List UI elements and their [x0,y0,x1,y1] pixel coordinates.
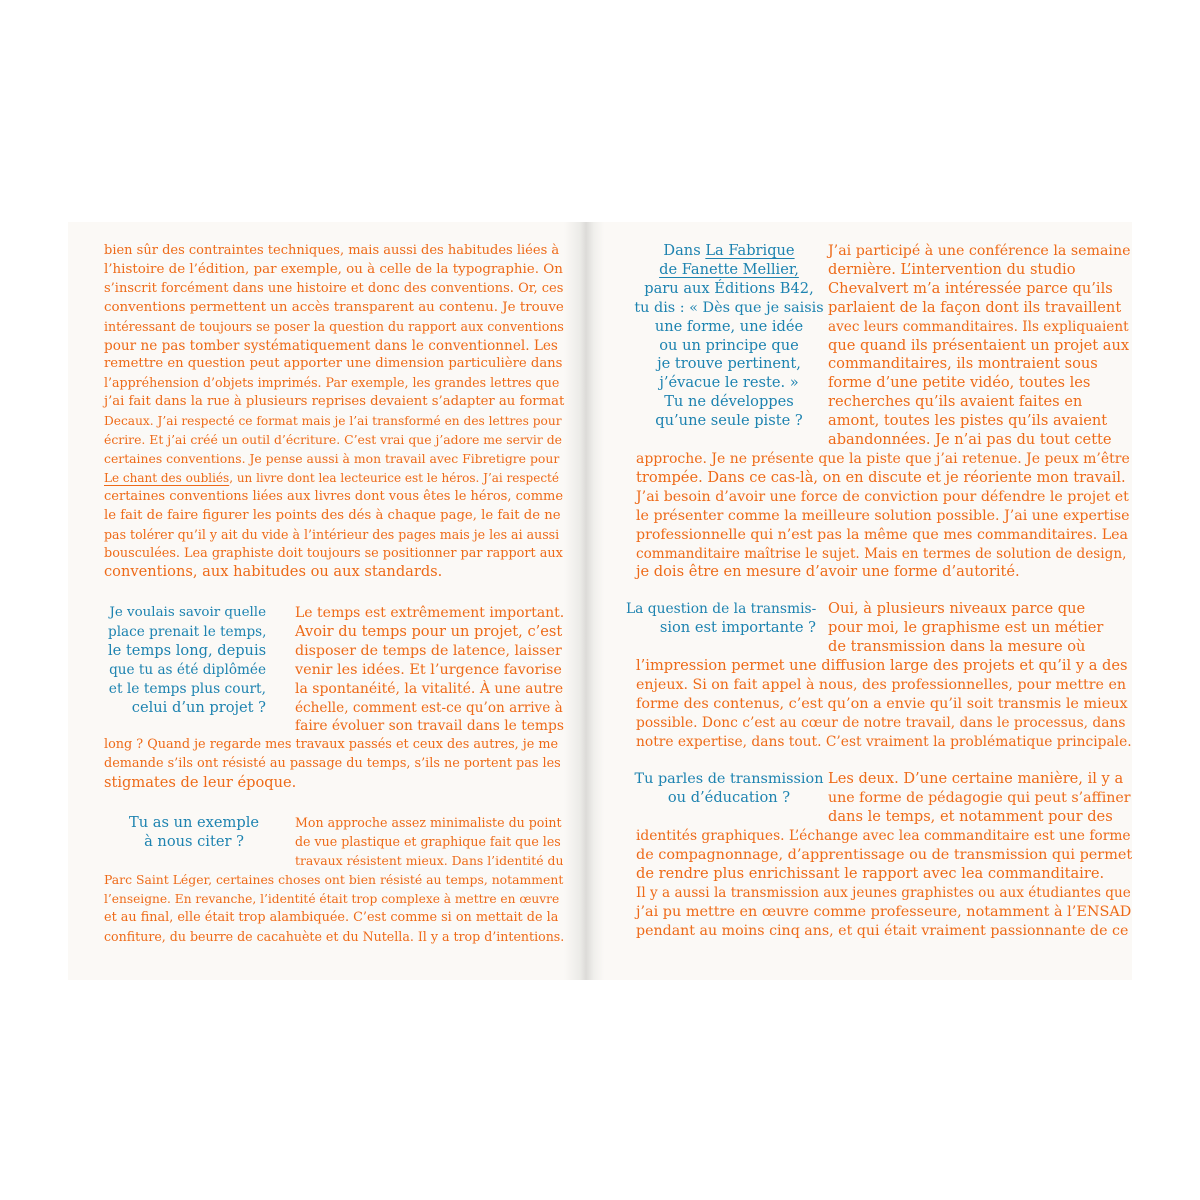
text-line: j’ai pu mettre en œuvre comme professeure, notamment à l’ENSAD [636,903,1132,920]
text-line: dernière. L’intervention du studio [828,260,1076,278]
text-line: j’ai fait dans la rue à plusieurs reprises devaient s’adapter au format [104,394,565,410]
text-line: pour moi, le graphisme est un métier [828,618,1104,636]
text-line: commanditaires, ils montraient sous [828,355,1098,373]
left-page [68,222,564,980]
text-line: pendant au moins cinq ans, et qui était vraiment passionnante de ce [636,922,1129,939]
answer-piste-side [828,242,1132,450]
text-line: abandonnées. Je n’ai pas du tout cette [828,431,1112,449]
text-line: remettre en question peut apporter une dimension particulière dans [104,356,563,372]
text-line: recherches qu’ils avaient faites en [828,393,1083,411]
book-title-link: La Fabrique [705,242,795,259]
text-line: intéressant de toujours se poser la question du rapport aux conventions [104,318,564,334]
text-line [104,469,564,488]
text-line: Oui, à plusieurs niveaux parce que [828,600,1086,617]
text-line: pour ne pas tomber systématiquement dans le conventionnel. Les [104,337,558,354]
answer-exemple-full [104,871,564,947]
text-line: s’inscrit forcément dans une histoire et donc des conventions. Or, ces [104,280,564,296]
text-line: venir les idées. Et l’urgence favorise [295,661,562,678]
text-line: et au final, elle était trop alambiquée. C’est comme si on mettait de la [104,909,559,925]
text-line: forme d’une petite vidéo, toutes les [828,374,1091,392]
left-paragraph-1 [104,242,564,582]
text-line: de vue plastique et graphique fait que les [295,833,561,849]
answer-piste-full [636,450,1132,582]
question-piste [634,242,824,431]
book-title-link: Le chant des oubliés [104,470,230,485]
text-line: le fait de faire figurer les points des dés à chaque page, le fait de ne [104,507,561,523]
text-line: écrire. Et j’ai créé un outil d’écriture. C’est vrai que j’adore me servir de [104,432,562,448]
text-line: travaux résistent mieux. Dans l’identité du [295,852,564,868]
text-line: Je voulais savoir quelle [109,605,266,620]
text-line: une forme, une idée [654,317,804,335]
text-line: Decaux. J’ai respecté ce format mais je l’ai transformé en des lettres pour [104,414,562,429]
text-line: conventions, aux habitudes ou aux standards. [104,563,443,581]
text-line: forme des contenus, c’est qu’on a envie qu’il soit transmis le mieux [636,695,1128,712]
text-line: Tu ne développes [664,393,794,411]
text-line: demande s’ils ont résisté au passage du temps, s’ils ne portent pas les [104,755,561,771]
text-line: J’ai participé à une conférence la semaine [828,243,1131,259]
text-line: de transmission dans la mesure où [828,637,1086,655]
text-line [634,261,824,280]
text-line: le présenter comme la meilleure solution possible. J’ai une expertise [636,507,1130,524]
text-line: Les deux. D’une certaine manière, il y a [828,770,1124,787]
book-title-link: de Fanette Mellier, [659,260,799,278]
question-temps [108,604,266,717]
text-line: dans le temps, et notamment pour des [828,807,1113,825]
text-line: Tu as un exemple [128,814,260,831]
text-line: que quand ils présentaient un projet aux [828,336,1130,354]
answer-temps-full [104,736,564,793]
text-line: une forme de pédagogie qui peut s’affiner [828,789,1131,806]
text-line: l’enseigne. En revanche, l’identité était trop complexe à mettre en œuvre [104,891,560,906]
text-line: amont, toutes les pistes qu’ils avaient [828,412,1108,430]
text-line: de rendre plus enrichissant le rapport avec lea commanditaire. [636,864,1105,882]
text-line: La question de la transmis- [626,601,817,617]
text-line: certaines conventions. Je pense aussi à mon travail avec Fibretigre pour [104,450,560,466]
text-line: Tu parles de transmission [634,771,824,787]
text-line: J’ai besoin d’avoir une force de conviction pour défendre le projet et [636,488,1129,505]
text-line: certaines conventions liées aux livres dont vous êtes le héros, comme [104,488,564,504]
text-line: professionnelle qui n’est pas la même que mes commanditaires. Lea [636,526,1129,543]
text-line: parlaient de la façon dont ils travaillent [828,298,1122,316]
text-line: possible. Donc c’est au cœur de notre travail, dans le processus, dans [636,714,1126,731]
question-education [634,770,824,808]
text-line: à nous citer ? [144,832,244,850]
text-line: l’impression permet une diffusion large des projets et qu’il y a des [636,657,1128,674]
question-transmission [626,600,816,638]
answer-exemple-side [295,814,564,871]
text-line: notre expertise, dans tout. C’est vraiment la problématique principale. [636,733,1132,750]
text-line: et le temps plus court, [108,680,266,697]
text-line: confiture, du beurre de cacahuète et du Nutella. Il y a trop d’intentions. [104,928,565,944]
text-line: sion est importante ? [659,618,816,636]
text-line: Il y a aussi la transmission aux jeunes graphistes ou aux étudiantes que [636,884,1131,901]
text-line: Avoir du temps pour un projet, c’est [295,622,563,640]
answer-education-side [828,770,1132,827]
text-line: long ? Quand je regarde mes travaux passés et ceux des autres, je me [104,737,559,752]
text-line: Parc Saint Léger, certaines choses ont bien résisté au temps, notamment [104,872,564,887]
text-line: bousculées. Lea graphiste doit toujours se positionner par rapport aux [104,545,563,561]
text-line: tu dis : « Dès que je saisis [634,299,824,316]
answer-education-full [636,827,1132,940]
text-line: disposer de temps de latence, laisser [295,642,562,659]
text-line [634,242,824,261]
book-gutter [564,222,604,980]
text-line: celui d’un projet ? [131,698,266,716]
text-line: je dois être en mesure d’avoir une forme d’autorité. [636,563,1020,581]
text-line: trompée. Dans ce cas-là, on en discute et je réoriente mon travail. [636,468,1126,486]
answer-temps-side [295,604,564,736]
text-line: avec leurs commanditaires. Ils expliquaient [828,318,1129,335]
text-line: place prenait le temps, [108,623,267,640]
text-line: pas tolérer qu’il y ait du vide à l’intérieur des pages mais je les ai aussi [104,526,560,542]
text-line: ou d’éducation ? [667,788,791,806]
text-line: qu’une seule piste ? [655,412,803,430]
text-fragment: , un livre dont lea lecteurice est le héros. J’ai respecté [229,470,559,485]
text-line: j’évacue le reste. » [659,374,799,392]
text-line: faire évoluer son travail dans le temps [295,718,564,735]
text-line: bien sûr des contraintes techniques, mais aussi des habitudes liées à [104,243,560,258]
answer-transmission-full [636,657,1132,752]
text-line: le temps long, depuis [108,641,267,659]
answer-transmission-side [828,600,1132,657]
text-line: stigmates de leur époque. [104,773,297,791]
text-line: paru aux Éditions B42, [644,279,814,297]
right-page [604,222,1132,980]
text-line: commanditaire maîtrise le sujet. Mais en termes de solution de design, [636,545,1127,562]
text-line: échelle, comment est-ce qu’on arrive à [295,699,563,716]
text-line: conventions permettent un accès transparent au contenu. Je trouve [104,299,564,315]
text-line: l’appréhension d’objets imprimés. Par exemple, les grandes lettres que [104,375,560,391]
text-line: la spontanéité, la vitalité. À une autre [295,680,564,697]
text-line: de compagnonnage, d’apprentissage ou de transmission qui permet [636,846,1133,863]
text-line: que tu as été diplômée [109,661,266,678]
text-line: approche. Je ne présente que la piste que j’ai retenue. Je peux m’être [636,451,1130,467]
text-line: ou un principe que [659,336,799,354]
text-line: je trouve pertinent, [657,355,801,373]
text-line: Le temps est extrêmement important. [295,605,565,621]
text-line: Mon approche assez minimaliste du point [295,815,562,830]
text-line: enjeux. Si on fait appel à nous, des professionnelles, pour mettre en [636,676,1126,693]
text-line: Chevalvert m’a intéressée parce qu’ils [828,279,1113,297]
question-exemple [124,814,264,852]
text-line: l’histoire de l’édition, par exemple, ou à celle de la typographie. On [104,261,563,277]
text-fragment: Dans [663,242,706,259]
text-line: identités graphiques. L’échange avec lea commanditaire est une forme [636,828,1131,844]
